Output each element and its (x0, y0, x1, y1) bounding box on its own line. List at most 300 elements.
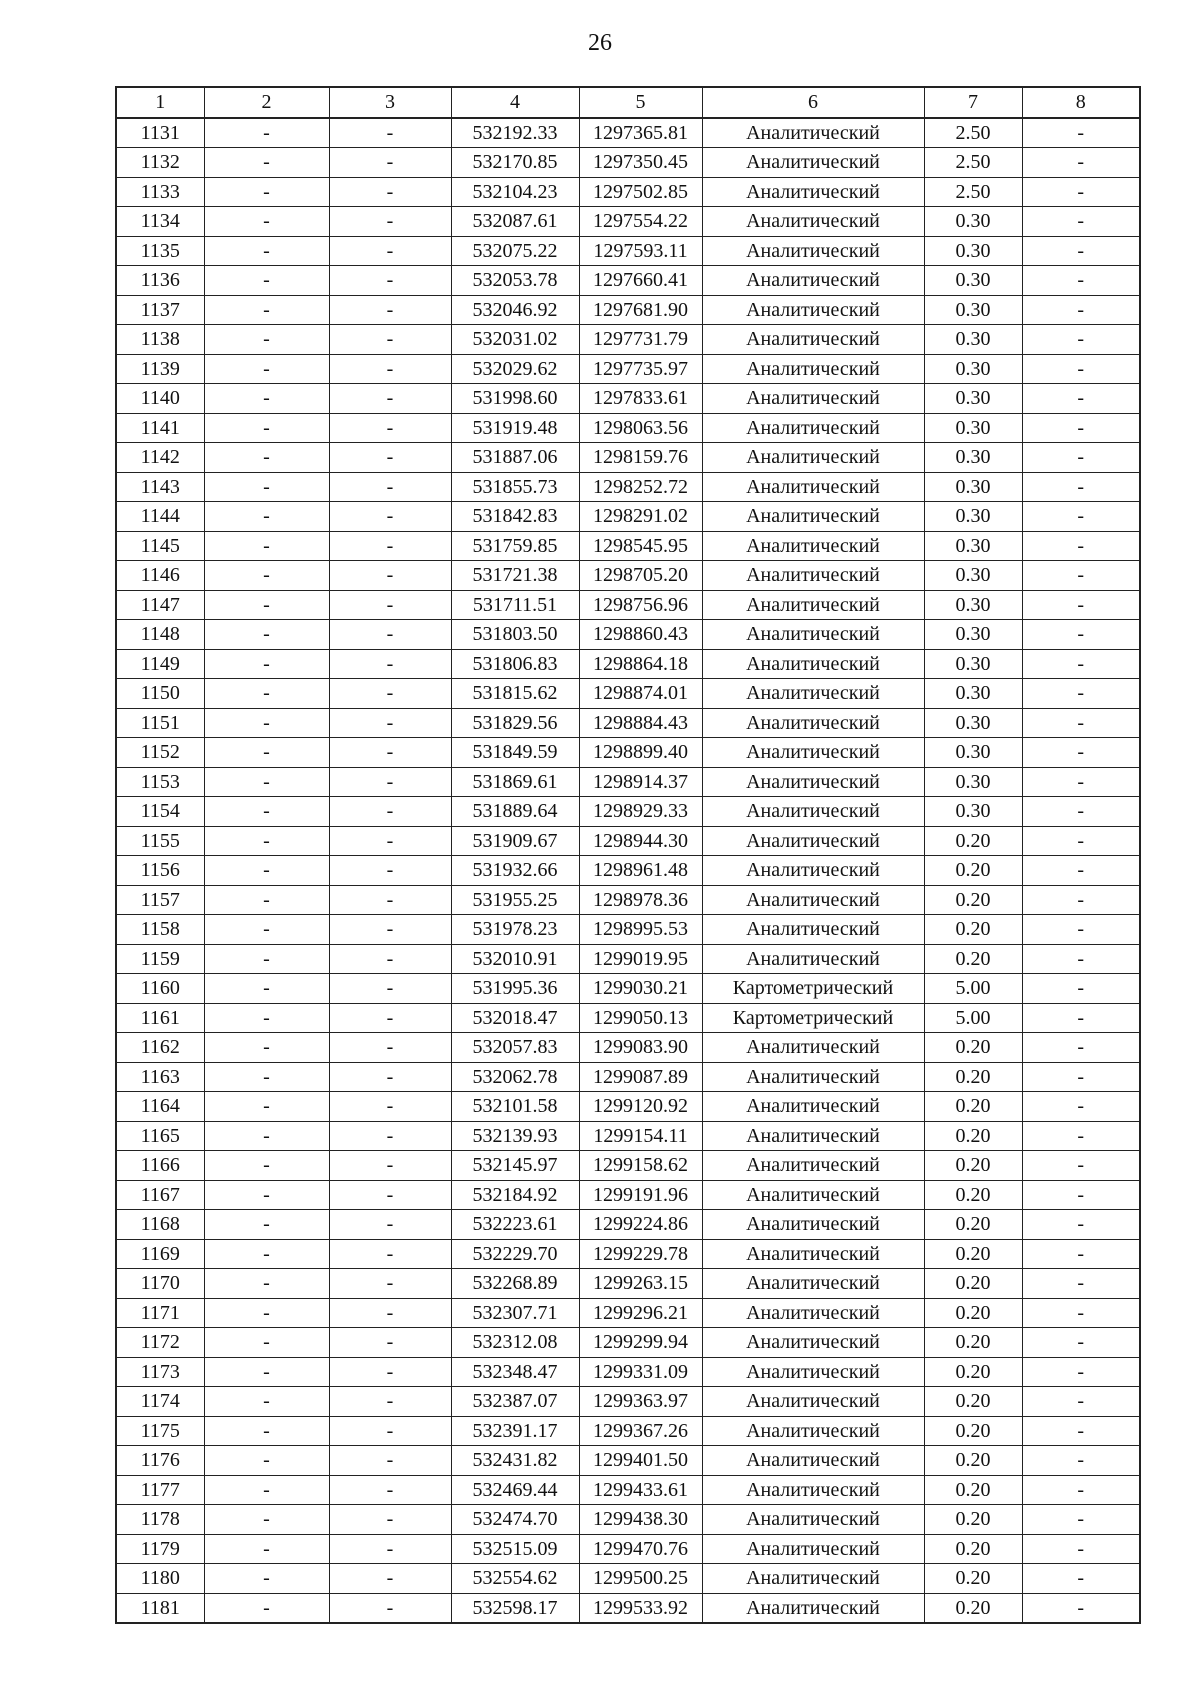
table-cell: 1297660.41 (579, 266, 702, 296)
table-cell: 0.20 (924, 1151, 1022, 1181)
table-cell: - (1022, 1151, 1140, 1181)
table-cell: - (329, 620, 451, 650)
table-cell: 1150 (116, 679, 204, 709)
table-cell: 0.30 (924, 620, 1022, 650)
table-cell: Аналитический (702, 531, 924, 561)
table-cell: 531849.59 (451, 738, 579, 768)
table-cell: 1166 (116, 1151, 204, 1181)
table-cell: - (204, 1475, 329, 1505)
table-cell: - (329, 590, 451, 620)
table-cell: 1298063.56 (579, 413, 702, 443)
table-cell: - (204, 915, 329, 945)
table-cell: - (204, 1357, 329, 1387)
table-cell: 0.30 (924, 561, 1022, 591)
table-cell: Аналитический (702, 1269, 924, 1299)
table-row (116, 1151, 1140, 1181)
table-cell: 1143 (116, 472, 204, 502)
table-cell: 532307.71 (451, 1298, 579, 1328)
table-cell: 1299299.94 (579, 1328, 702, 1358)
table-cell: - (329, 826, 451, 856)
table-cell: 0.20 (924, 1593, 1022, 1623)
table-cell: - (1022, 620, 1140, 650)
table-row (116, 974, 1140, 1004)
table-cell: - (329, 148, 451, 178)
table-cell: Аналитический (702, 148, 924, 178)
table-cell: 1299229.78 (579, 1239, 702, 1269)
table-cell: - (1022, 1593, 1140, 1623)
table-cell: 1156 (116, 856, 204, 886)
table-cell: Аналитический (702, 207, 924, 237)
table-row (116, 1239, 1140, 1269)
table-row (116, 325, 1140, 355)
table-row (116, 826, 1140, 856)
table-cell: - (1022, 1534, 1140, 1564)
table-cell: 532387.07 (451, 1387, 579, 1417)
table-cell: - (329, 236, 451, 266)
table-cell: 1146 (116, 561, 204, 591)
table-cell: - (329, 738, 451, 768)
table-cell: - (329, 1475, 451, 1505)
table-cell: 0.20 (924, 1505, 1022, 1535)
table-cell: - (1022, 1121, 1140, 1151)
table-row (116, 413, 1140, 443)
table-row (116, 797, 1140, 827)
table-cell: - (1022, 236, 1140, 266)
table-cell: Аналитический (702, 325, 924, 355)
table-cell: 1299087.89 (579, 1062, 702, 1092)
table-cell: 532431.82 (451, 1446, 579, 1476)
table-cell: - (329, 1534, 451, 1564)
table-cell: - (329, 679, 451, 709)
table-cell: - (204, 885, 329, 915)
table-cell: Аналитический (702, 295, 924, 325)
table-cell: 532184.92 (451, 1180, 579, 1210)
table-cell: - (1022, 1062, 1140, 1092)
table-cell: - (1022, 767, 1140, 797)
table-cell: 531887.06 (451, 443, 579, 473)
table-cell: - (1022, 856, 1140, 886)
table-cell: - (204, 1534, 329, 1564)
table-cell: Аналитический (702, 1062, 924, 1092)
table-row (116, 1033, 1140, 1063)
table-cell: 1159 (116, 944, 204, 974)
table-cell: 532391.17 (451, 1416, 579, 1446)
table-cell: 5.00 (924, 1003, 1022, 1033)
table-row (116, 738, 1140, 768)
table-cell: 532474.70 (451, 1505, 579, 1535)
table-cell: 1132 (116, 148, 204, 178)
table-cell: 0.30 (924, 502, 1022, 532)
table-cell: - (329, 974, 451, 1004)
table-cell: 0.30 (924, 767, 1022, 797)
column-header: 1 (116, 87, 204, 118)
table-cell: 532554.62 (451, 1564, 579, 1594)
table-cell: - (329, 1092, 451, 1122)
table-cell: 0.30 (924, 325, 1022, 355)
table-cell: - (1022, 885, 1140, 915)
table-cell: - (204, 148, 329, 178)
table-cell: 1147 (116, 590, 204, 620)
table-cell: 1149 (116, 649, 204, 679)
table-cell: Аналитический (702, 236, 924, 266)
table-cell: - (204, 1328, 329, 1358)
table-cell: 0.30 (924, 738, 1022, 768)
table-cell: 0.30 (924, 679, 1022, 709)
table-cell: Аналитический (702, 472, 924, 502)
table-cell: 0.20 (924, 856, 1022, 886)
table-cell: 0.30 (924, 472, 1022, 502)
table-cell: - (329, 354, 451, 384)
table-cell: - (1022, 295, 1140, 325)
table-cell: Аналитический (702, 944, 924, 974)
table-cell: - (1022, 354, 1140, 384)
table-cell: 0.30 (924, 413, 1022, 443)
table-cell: 1299154.11 (579, 1121, 702, 1151)
table-cell: - (204, 1239, 329, 1269)
table-row (116, 1475, 1140, 1505)
table-cell: - (329, 1593, 451, 1623)
table-cell: Аналитический (702, 1357, 924, 1387)
table-cell: 1297593.11 (579, 236, 702, 266)
table-cell: 532057.83 (451, 1033, 579, 1063)
table-cell: 1298884.43 (579, 708, 702, 738)
table-cell: 1299158.62 (579, 1151, 702, 1181)
table-row (116, 502, 1140, 532)
table-row (116, 620, 1140, 650)
table-cell: Аналитический (702, 266, 924, 296)
table-row (116, 384, 1140, 414)
table-cell: - (204, 325, 329, 355)
table-cell: 1163 (116, 1062, 204, 1092)
table-cell: 1298864.18 (579, 649, 702, 679)
table-cell: Аналитический (702, 649, 924, 679)
table-cell: - (204, 797, 329, 827)
table-cell: 1148 (116, 620, 204, 650)
table-row (116, 1210, 1140, 1240)
table-cell: 531806.83 (451, 649, 579, 679)
table-cell: Аналитический (702, 620, 924, 650)
table-cell: 1151 (116, 708, 204, 738)
table-row (116, 1593, 1140, 1623)
table-cell: 1153 (116, 767, 204, 797)
table-row (116, 590, 1140, 620)
column-header: 2 (204, 87, 329, 118)
table-cell: Аналитический (702, 856, 924, 886)
table-cell: 531803.50 (451, 620, 579, 650)
table-cell: 1177 (116, 1475, 204, 1505)
table-cell: Аналитический (702, 1033, 924, 1063)
table-cell: - (204, 944, 329, 974)
table-cell: - (329, 1357, 451, 1387)
table-row (116, 236, 1140, 266)
table-cell: - (1022, 325, 1140, 355)
table-cell: - (329, 1151, 451, 1181)
table-cell: - (1022, 1564, 1140, 1594)
table-cell: - (204, 1564, 329, 1594)
table-cell: - (329, 384, 451, 414)
table-row (116, 944, 1140, 974)
table-cell: 1299438.30 (579, 1505, 702, 1535)
table-cell: 1297350.45 (579, 148, 702, 178)
page-number: 26 (588, 30, 612, 56)
table-cell: - (329, 649, 451, 679)
table-cell: 0.20 (924, 1475, 1022, 1505)
table-cell: - (204, 266, 329, 296)
table-cell: 1174 (116, 1387, 204, 1417)
table-cell: 531998.60 (451, 384, 579, 414)
table-cell: 1299401.50 (579, 1446, 702, 1476)
table-cell: - (1022, 1092, 1140, 1122)
table-cell: 0.20 (924, 1121, 1022, 1151)
table-cell: 1297502.85 (579, 177, 702, 207)
table-cell: 532145.97 (451, 1151, 579, 1181)
table-cell: - (204, 856, 329, 886)
table-cell: 1175 (116, 1416, 204, 1446)
table-cell: 1131 (116, 118, 204, 148)
table-cell: 1180 (116, 1564, 204, 1594)
table-cell: 531955.25 (451, 885, 579, 915)
table-cell: 1158 (116, 915, 204, 945)
table-cell: - (204, 649, 329, 679)
table-cell: - (204, 708, 329, 738)
table-row (116, 1387, 1140, 1417)
table-cell: 1297735.97 (579, 354, 702, 384)
table-cell: 2.50 (924, 148, 1022, 178)
table-cell: - (204, 590, 329, 620)
table-cell: 0.30 (924, 266, 1022, 296)
table-cell: 2.50 (924, 118, 1022, 148)
table-cell: - (204, 1180, 329, 1210)
table-cell: 1138 (116, 325, 204, 355)
table-cell: - (1022, 649, 1140, 679)
table-cell: 1299120.92 (579, 1092, 702, 1122)
table-cell: 532170.85 (451, 148, 579, 178)
table-cell: 1298252.72 (579, 472, 702, 502)
table-cell: 531919.48 (451, 413, 579, 443)
table-row (116, 1180, 1140, 1210)
table-cell: 1298874.01 (579, 679, 702, 709)
table-row (116, 1121, 1140, 1151)
table-row (116, 679, 1140, 709)
table-header-row (116, 87, 1140, 118)
table-cell: - (1022, 531, 1140, 561)
table-cell: Аналитический (702, 177, 924, 207)
table-cell: - (329, 1121, 451, 1151)
table-cell: Аналитический (702, 413, 924, 443)
table-cell: 0.20 (924, 1446, 1022, 1476)
table-cell: 1297681.90 (579, 295, 702, 325)
table-row (116, 118, 1140, 148)
table-cell: 1160 (116, 974, 204, 1004)
table-cell: - (329, 1210, 451, 1240)
table-cell: 532229.70 (451, 1239, 579, 1269)
table-cell: - (329, 944, 451, 974)
table-cell: 531829.56 (451, 708, 579, 738)
table-cell: - (329, 325, 451, 355)
table-cell: - (329, 1269, 451, 1299)
table-cell: 1299296.21 (579, 1298, 702, 1328)
table-cell: 1133 (116, 177, 204, 207)
table-cell: 5.00 (924, 974, 1022, 1004)
table-cell: 1144 (116, 502, 204, 532)
table-cell: - (1022, 915, 1140, 945)
table-cell: - (204, 1269, 329, 1299)
table-cell: - (1022, 797, 1140, 827)
table-cell: 531721.38 (451, 561, 579, 591)
table-cell: 1299500.25 (579, 1564, 702, 1594)
table-cell: Аналитический (702, 1239, 924, 1269)
table-cell: - (204, 295, 329, 325)
table-cell: 531711.51 (451, 590, 579, 620)
table-cell: - (329, 797, 451, 827)
table-cell: - (329, 856, 451, 886)
table-cell: 531909.67 (451, 826, 579, 856)
table-row (116, 1564, 1140, 1594)
table-cell: Аналитический (702, 708, 924, 738)
table-cell: Аналитический (702, 1151, 924, 1181)
table-cell: 1298995.53 (579, 915, 702, 945)
table-cell: - (1022, 590, 1140, 620)
table-cell: - (329, 266, 451, 296)
table-cell: 1171 (116, 1298, 204, 1328)
table-cell: 1162 (116, 1033, 204, 1063)
table-cell: 0.30 (924, 531, 1022, 561)
table-cell: 1299083.90 (579, 1033, 702, 1063)
table-cell: Аналитический (702, 915, 924, 945)
table-cell: 1167 (116, 1180, 204, 1210)
table-cell: 532053.78 (451, 266, 579, 296)
table-cell: 1297731.79 (579, 325, 702, 355)
table-cell: 0.20 (924, 826, 1022, 856)
table-cell: 531815.62 (451, 679, 579, 709)
table-cell: - (204, 177, 329, 207)
table-cell: - (204, 679, 329, 709)
table-cell: 0.20 (924, 1534, 1022, 1564)
table-cell: Аналитический (702, 767, 924, 797)
table-cell: 532075.22 (451, 236, 579, 266)
table-cell: - (329, 1328, 451, 1358)
table-cell: 532087.61 (451, 207, 579, 237)
table-cell: - (204, 1446, 329, 1476)
table-row (116, 177, 1140, 207)
table-cell: Аналитический (702, 384, 924, 414)
table-cell: 531855.73 (451, 472, 579, 502)
table-row (116, 1328, 1140, 1358)
table-cell: - (204, 413, 329, 443)
table-cell: - (329, 561, 451, 591)
table-cell: Картометрический (702, 1003, 924, 1033)
table-cell: 0.30 (924, 443, 1022, 473)
table-row (116, 1416, 1140, 1446)
table-cell: 0.20 (924, 1298, 1022, 1328)
table-cell: 531932.66 (451, 856, 579, 886)
table-cell: - (204, 1210, 329, 1240)
table-cell: 531869.61 (451, 767, 579, 797)
table-cell: - (1022, 1387, 1140, 1417)
table-cell: - (329, 177, 451, 207)
table-cell: - (329, 295, 451, 325)
table-row (116, 708, 1140, 738)
table-cell: 532031.02 (451, 325, 579, 355)
table-cell: 0.30 (924, 207, 1022, 237)
table-cell: 0.30 (924, 295, 1022, 325)
table-row (116, 1505, 1140, 1535)
table-cell: - (1022, 177, 1140, 207)
table-cell: 532104.23 (451, 177, 579, 207)
table-cell: 1299470.76 (579, 1534, 702, 1564)
table-row (116, 1357, 1140, 1387)
table-cell: 531842.83 (451, 502, 579, 532)
table-cell: - (1022, 974, 1140, 1004)
table-cell: 531889.64 (451, 797, 579, 827)
table-cell: - (204, 1033, 329, 1063)
table-cell: 532139.93 (451, 1121, 579, 1151)
table-body (116, 118, 1140, 1624)
table-cell: - (329, 1416, 451, 1446)
table-cell: 1170 (116, 1269, 204, 1299)
table-cell: 0.20 (924, 1416, 1022, 1446)
table-cell: - (1022, 1505, 1140, 1535)
table-cell: - (329, 767, 451, 797)
column-header: 8 (1022, 87, 1140, 118)
table-cell: - (1022, 826, 1140, 856)
table-cell: 532268.89 (451, 1269, 579, 1299)
table-row (116, 649, 1140, 679)
table-cell: - (1022, 1357, 1140, 1387)
table-cell: - (329, 1298, 451, 1328)
table-row (116, 885, 1140, 915)
table-cell: - (204, 767, 329, 797)
table-cell: 1173 (116, 1357, 204, 1387)
table-cell: 532348.47 (451, 1357, 579, 1387)
table-cell: 1142 (116, 443, 204, 473)
column-header: 6 (702, 87, 924, 118)
table-cell: 1298914.37 (579, 767, 702, 797)
table-cell: 1155 (116, 826, 204, 856)
table-cell: 1298860.43 (579, 620, 702, 650)
table-cell: 1134 (116, 207, 204, 237)
table-cell: 0.30 (924, 649, 1022, 679)
table-cell: 531978.23 (451, 915, 579, 945)
table-row (116, 915, 1140, 945)
table-cell: 532312.08 (451, 1328, 579, 1358)
table-cell: 1298291.02 (579, 502, 702, 532)
table-cell: 1169 (116, 1239, 204, 1269)
table-cell: 532029.62 (451, 354, 579, 384)
table-cell: 532223.61 (451, 1210, 579, 1240)
table-cell: 1298961.48 (579, 856, 702, 886)
table-cell: - (1022, 1033, 1140, 1063)
table-cell: Аналитический (702, 1505, 924, 1535)
table-cell: Аналитический (702, 885, 924, 915)
table-cell: 531995.36 (451, 974, 579, 1004)
table-cell: 0.20 (924, 1357, 1022, 1387)
table-cell: - (1022, 413, 1140, 443)
coordinates-table (115, 86, 1141, 1624)
table-cell: - (204, 443, 329, 473)
table-cell: 1157 (116, 885, 204, 915)
table-cell: 0.20 (924, 1062, 1022, 1092)
table-cell: 1298929.33 (579, 797, 702, 827)
table-cell: 1145 (116, 531, 204, 561)
table-cell: - (1022, 502, 1140, 532)
table-cell: - (1022, 148, 1140, 178)
table-row (116, 354, 1140, 384)
table-cell: Аналитический (702, 1328, 924, 1358)
column-header: 4 (451, 87, 579, 118)
table-cell: - (329, 1180, 451, 1210)
table-cell: - (1022, 708, 1140, 738)
